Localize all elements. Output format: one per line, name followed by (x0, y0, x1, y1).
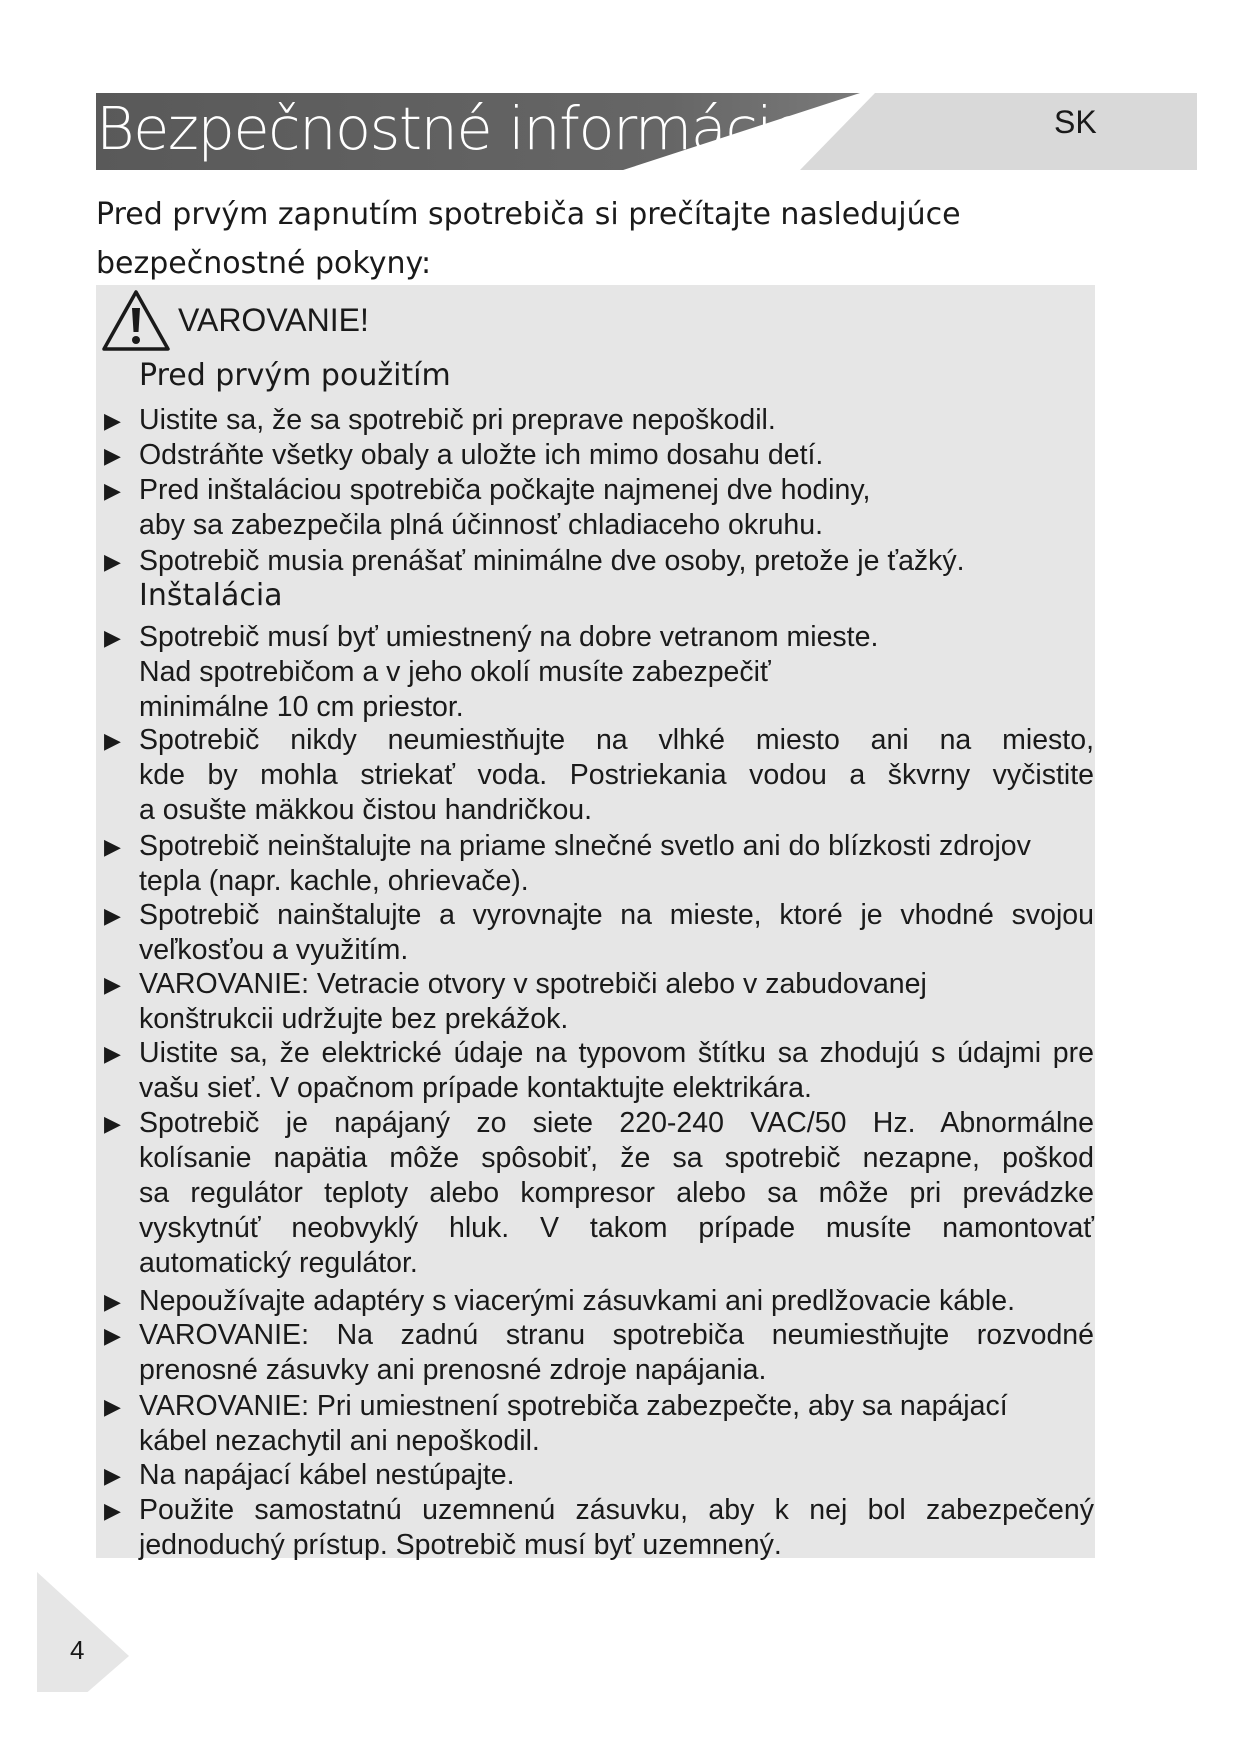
warning-heading: VAROVANIE! (178, 302, 369, 338)
list-item-line: VAROVANIE: Na zadnú stranu spotrebiča neumiestňujte rozvodné (139, 1319, 1094, 1351)
list-item (104, 620, 878, 725)
list-item-line: Spotrebič neinštalujte na priame slnečné svetlo ani do blízkosti zdrojov (139, 830, 1031, 862)
list-item-line: aby sa zabezpečila plná účinnosť chladiaceho okruhu. (139, 509, 824, 541)
list-item-line: VAROVANIE: Vetracie otvory v spotrebiči alebo v zabudovanej (139, 968, 927, 1000)
list-item (104, 1389, 1008, 1459)
list-item-line: minimálne 10 cm priestor. (139, 691, 464, 723)
list-item-line: sa regulátor teploty alebo kompresor alebo sa môže pri prevádzke (139, 1177, 1094, 1209)
list-item (104, 473, 870, 543)
list-item (104, 544, 965, 579)
bullet-arrow-icon: ▶ (104, 443, 121, 468)
list-item-line: kde by mohla striekať voda. Postriekania vodou a škvrny vyčistite (139, 759, 1094, 791)
list-item-line: automatický regulátor. (139, 1247, 418, 1279)
bullet-arrow-icon: ▶ (104, 1111, 121, 1136)
intro-text (96, 190, 1096, 288)
list-item-line: kábel nezachytil ani nepoškodil. (139, 1425, 540, 1457)
section-title-installation: Inštalácia (139, 578, 283, 613)
bullet-arrow-icon: ▶ (104, 972, 121, 997)
bullet-arrow-icon: ▶ (104, 903, 121, 928)
list-item-line: jednoduchý prístup. Spotrebič musí byť uzemnený. (139, 1529, 782, 1561)
footer-corner-decoration (37, 1572, 129, 1692)
list-item-line: Nepoužívajte adaptéry s viacerými zásuvkami ani predlžovacie káble. (139, 1285, 1015, 1317)
list-item (104, 403, 776, 438)
list-item-line: prenosné zásuvky ani prenosné zdroje napájania. (139, 1354, 767, 1386)
list-item-line: Spotrebič nikdy neumiestňujte na vlhké miesto ani na miesto, (139, 724, 1094, 756)
list-item-line: konštrukcii udržujte bez prekážok. (139, 1003, 569, 1035)
list-item-line: Nad spotrebičom a v jeho okolí musíte zabezpečiť (139, 656, 771, 688)
list-item-line: Spotrebič nainštalujte a vyrovnajte na mieste, ktoré je vhodné svojou (139, 899, 1094, 931)
list-item (104, 1493, 1094, 1563)
list-item (104, 1284, 1015, 1319)
bullet-arrow-icon: ▶ (104, 834, 121, 859)
list-item-line: tepla (napr. kachle, ohrievače). (139, 865, 529, 897)
list-item-line: Pred inštaláciou spotrebiča počkajte najmenej dve hodiny, (139, 474, 871, 506)
list-item (104, 967, 927, 1037)
header-band-light (800, 93, 1197, 170)
list-item-line: Spotrebič je napájaný zo siete 220-240 VAC/50 Hz. Abnormálne (139, 1107, 1094, 1139)
list-item-line: Na napájací kábel nestúpajte. (139, 1459, 515, 1491)
page-number: 4 (70, 1635, 85, 1665)
list-item-line: veľkosťou a využitím. (139, 934, 409, 966)
warning-triangle-icon (100, 288, 172, 354)
bullet-arrow-icon: ▶ (104, 1394, 121, 1419)
bullet-arrow-icon: ▶ (104, 1498, 121, 1523)
bullet-arrow-icon: ▶ (104, 1289, 121, 1314)
bullet-arrow-icon: ▶ (104, 1323, 121, 1348)
list-item-line: vyskytnúť neobvyklý hluk. V takom prípade musíte namontovať (139, 1212, 1094, 1244)
list-item-line: kolísanie napätia môže spôsobiť, že sa spotrebič nezapne, poškod (139, 1142, 1094, 1174)
list-item-line: Použite samostatnú uzemnenú zásuvku, aby k nej bol zabezpečený (139, 1494, 1094, 1526)
list-item (104, 1458, 515, 1493)
bullet-arrow-icon: ▶ (104, 478, 121, 503)
intro-line-1: Pred prvým zapnutím spotrebiča si prečítajte nasledujúce (96, 197, 961, 232)
list-item (104, 1036, 1094, 1106)
list-item (104, 1106, 1094, 1281)
list-item-line: Spotrebič musia prenášať minimálne dve osoby, pretože je ťažký. (139, 545, 965, 577)
list-item (104, 723, 1094, 828)
list-item-line: a osušte mäkkou čistou handričkou. (139, 794, 593, 826)
list-item-line: vašu sieť. V opačnom prípade kontaktujte elektrikára. (139, 1072, 812, 1104)
list-item (104, 438, 823, 473)
list-item (104, 1318, 1094, 1388)
list-item-line: Uistite sa, že elektrické údaje na typovom štítku sa zhodujú s údajmi pre (139, 1037, 1094, 1069)
bullet-arrow-icon: ▶ (104, 1463, 121, 1488)
bullet-arrow-icon: ▶ (104, 625, 121, 650)
bullet-arrow-icon: ▶ (104, 1041, 121, 1066)
language-code: SK (1054, 104, 1097, 140)
bullet-arrow-icon: ▶ (104, 728, 121, 753)
list-item (104, 898, 1094, 968)
list-item-line: Odstráňte všetky obaly a uložte ich mimo dosahu detí. (139, 439, 824, 471)
intro-line-2: bezpečnostné pokyny: (96, 246, 432, 281)
bullet-arrow-icon: ▶ (104, 408, 121, 433)
section-title-before-first-use: Pred prvým použitím (139, 358, 451, 393)
page-title: Bezpečnostné informácie (96, 94, 807, 163)
list-item (104, 829, 1031, 899)
list-item-line: VAROVANIE: Pri umiestnení spotrebiča zabezpečte, aby sa napájací (139, 1390, 1008, 1422)
bullet-arrow-icon: ▶ (104, 549, 121, 574)
list-item-line: Uistite sa, že sa spotrebič pri preprave nepoškodil. (139, 404, 776, 436)
list-item-line: Spotrebič musí byť umiestnený na dobre vetranom mieste. (139, 621, 879, 653)
